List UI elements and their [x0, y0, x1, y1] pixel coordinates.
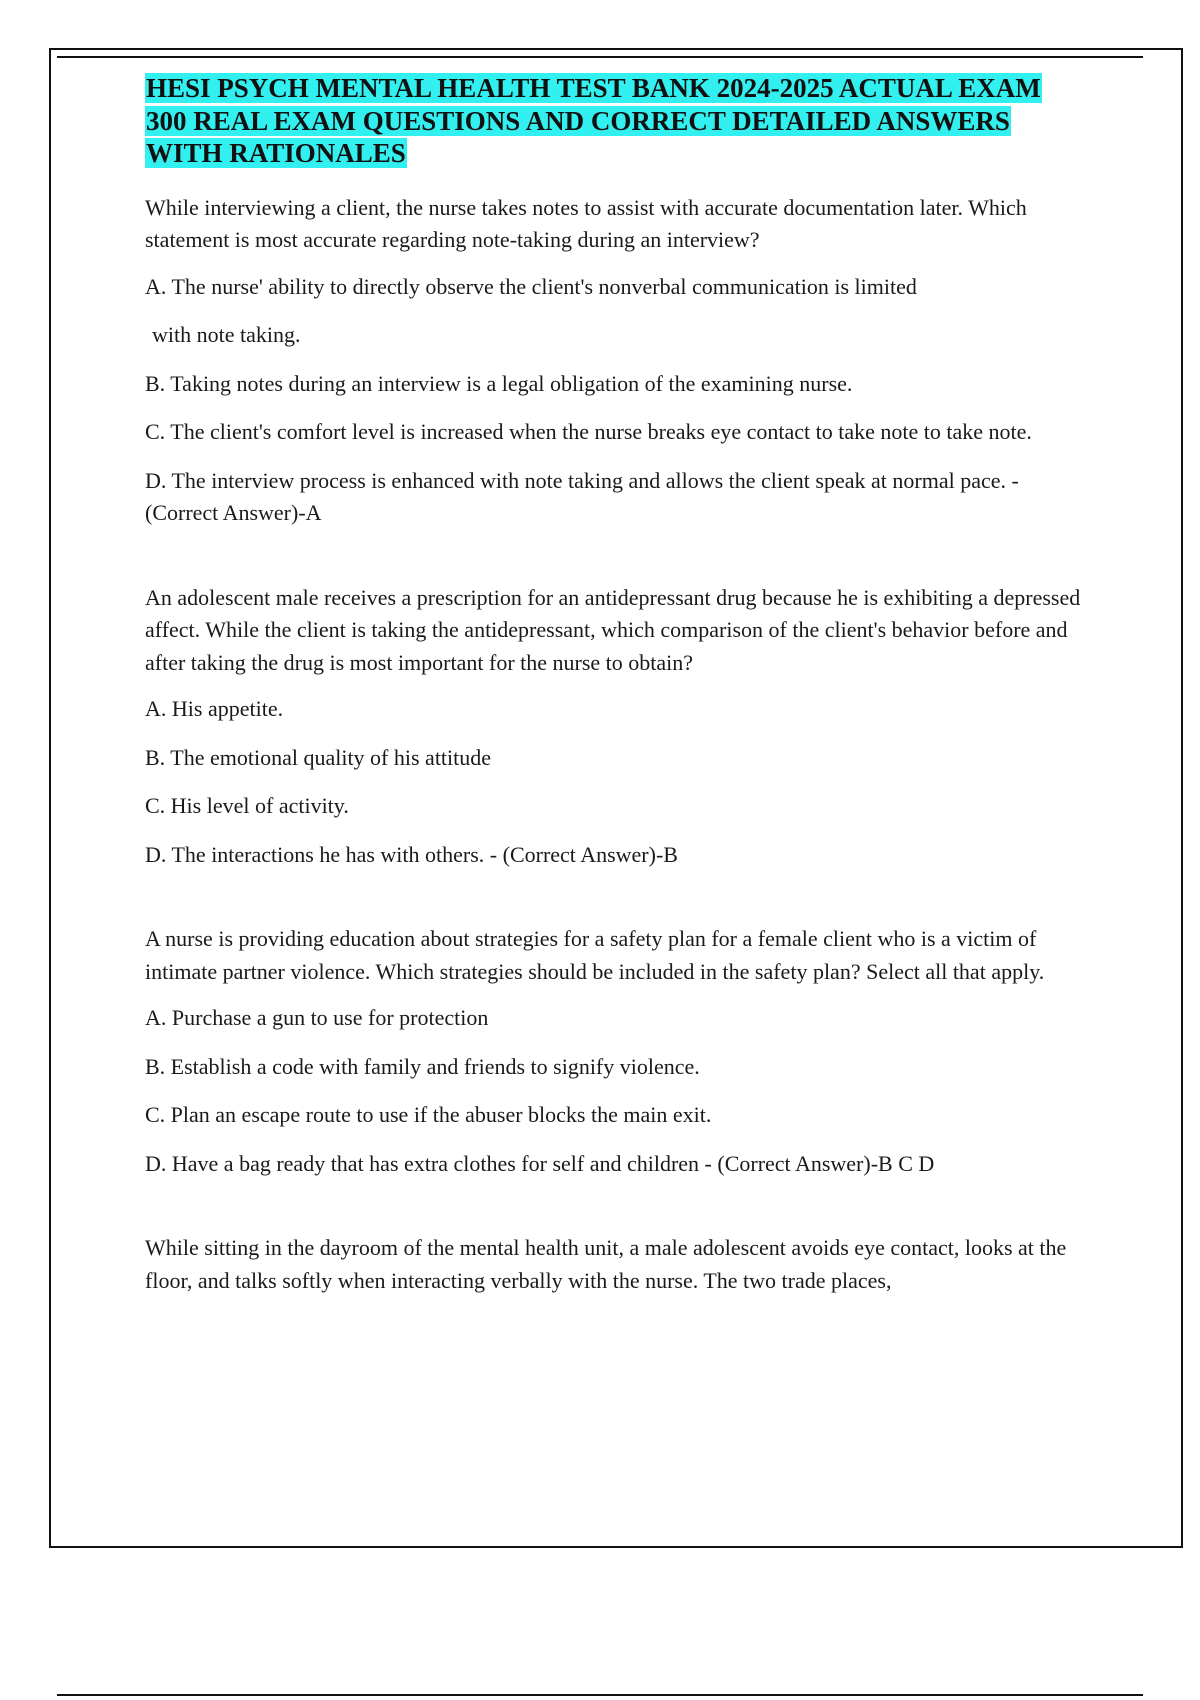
document-title [145, 72, 1085, 170]
document-body [145, 72, 1085, 1349]
option-d-with-answer: D. The interview process is enhanced with note taking and allows the client speak at normal pace. - (Correct Answer)-A [145, 467, 1019, 525]
question-stem: An adolescent male receives a prescription for an antidepressant drug because he is exhibiting a depressed affect. While the client is taking the antidepressant, which comparison of the client's behavior before and after taking the drug is most important for the nurse to obtain? [145, 584, 1081, 675]
option-d-with-answer: D. The interactions he has with others. - (Correct Answer)-B [145, 841, 678, 867]
option-a: A. Purchase a gun to use for protection [145, 1005, 489, 1030]
title-highlight: HESI PSYCH MENTAL HEALTH TEST BANK 2024-2025 ACTUAL EXAM 300 REAL EXAM QUESTIONS AND CORRECT DETAILED ANSWERS WITH RATIONALES [146, 73, 1041, 168]
option-d-with-answer: D. Have a bag ready that has extra clothes for self and children - (Correct Answer)-B C D [145, 1150, 935, 1176]
option-b: B. Establish a code with family and friends to signify violence. [145, 1053, 700, 1079]
option-c: C. Plan an escape route to use if the abuser blocks the main exit. [145, 1102, 712, 1127]
question-stem: A nurse is providing education about strategies for a safety plan for a female client who is a victim of intimate partner violence. Which strategies should be included in the safety plan? Select all that apply. [145, 926, 1045, 984]
question-4 [145, 1232, 1085, 1297]
option-a: A. His appetite. [145, 696, 284, 721]
option-a-continued: with note taking. [152, 322, 301, 347]
question-2 [145, 582, 1085, 872]
top-rule [57, 56, 1143, 58]
option-c: C. His level of activity. [145, 793, 349, 818]
question-1 [145, 192, 1085, 530]
option-c: C. The client's comfort level is increased when the nurse breaks eye contact to take note to take note. [145, 419, 1032, 444]
question-stem: While interviewing a client, the nurse takes notes to assist with accurate documentation later. Which statement is most accurate regarding note-taking during an interview? [145, 194, 1027, 252]
option-b: B. Taking notes during an interview is a legal obligation of the examining nurse. [145, 370, 853, 396]
bottom-rule [57, 1694, 1143, 1696]
question-stem: While sitting in the dayroom of the mental health unit, a male adolescent avoids eye contact, looks at the floor, and talks softly when interacting verbally with the nurse. The two trade places, [145, 1235, 1067, 1293]
question-3 [145, 923, 1085, 1180]
option-a: A. The nurse' ability to directly observe the client's nonverbal communication is limited [145, 273, 917, 299]
option-b: B. The emotional quality of his attitude [145, 744, 492, 770]
